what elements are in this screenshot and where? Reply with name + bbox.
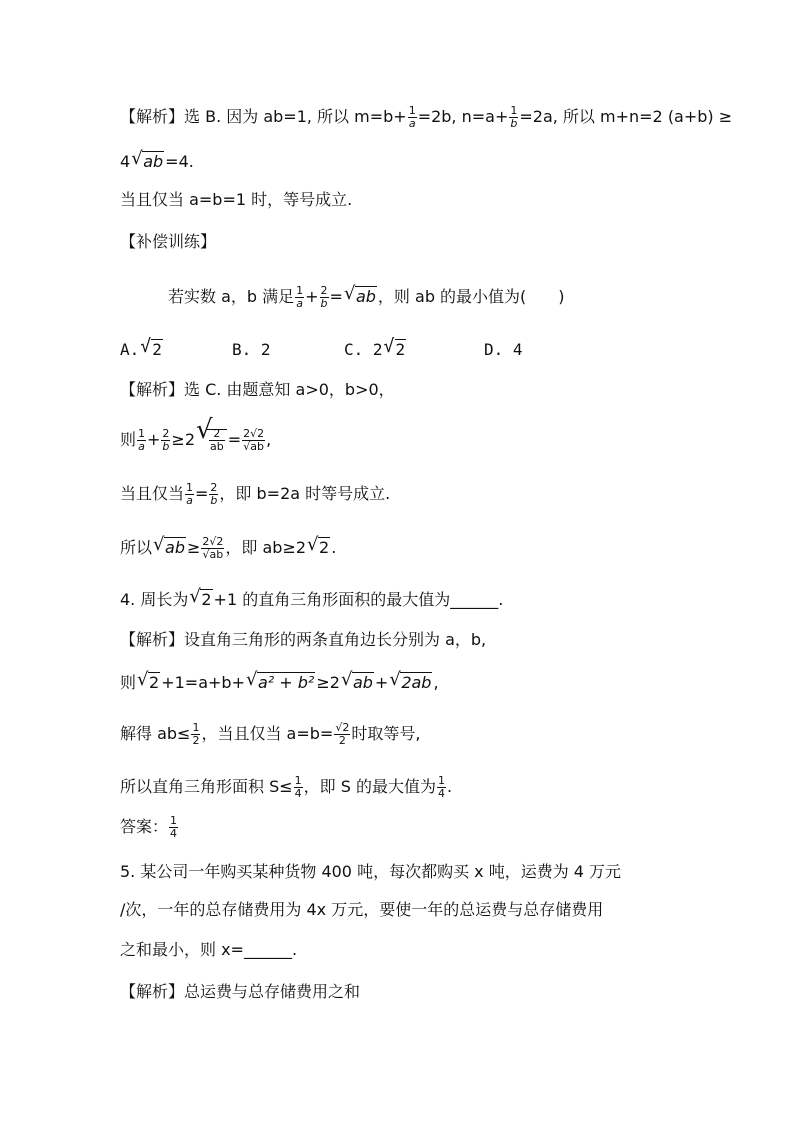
option-b: B. 2: [232, 340, 271, 359]
text: ≥2: [171, 430, 196, 449]
text: +1=a+b+: [161, 673, 245, 692]
question-4: [120, 586, 504, 610]
radical-icon: √: [189, 586, 201, 607]
option-d: D. 4: [484, 340, 523, 359]
text: 则: [120, 673, 137, 692]
question-5-line-3: 之和最小，则 x=______.: [120, 940, 298, 959]
denominator: a: [186, 494, 193, 507]
radical-icon: √: [196, 415, 213, 445]
text: +: [374, 673, 389, 692]
radicand: a² + b²: [257, 673, 315, 692]
fraction: [209, 482, 218, 507]
question-5-line-1: 5. 某公司一年购买某种货物 400 吨，每次都购买 x 吨，运费为 4 万元: [120, 862, 622, 881]
text: =: [329, 287, 343, 306]
numerator: 1: [294, 774, 302, 787]
radical-icon: √: [140, 336, 152, 357]
radicand: ab: [143, 152, 164, 171]
fraction: [437, 775, 446, 800]
solution-line-2: [120, 148, 194, 172]
radicand: ab: [355, 287, 376, 306]
text: 答案：: [120, 817, 169, 836]
denominator: a: [408, 117, 416, 130]
fraction: [295, 285, 304, 310]
radicand: ab: [165, 538, 185, 557]
denominator: b: [210, 494, 218, 507]
solution-2-line-1: 【解析】选 C. 由题意知 a>0，b>0，: [120, 380, 395, 399]
text: ，即 b=2a 时等号成立.: [219, 484, 391, 503]
numerator: 1: [192, 721, 200, 734]
radicand: 2ab: [401, 673, 432, 692]
radicand: ab: [352, 673, 373, 692]
text: C. 2: [344, 340, 383, 359]
text: =2b, n=a+: [417, 107, 509, 126]
fraction: [161, 428, 170, 453]
square-root: [196, 415, 227, 453]
denominator: √ab: [202, 548, 224, 561]
fraction: [294, 775, 303, 800]
square-root: [383, 336, 407, 360]
text: ，即 ab≥2: [225, 538, 307, 557]
denominator: b: [320, 297, 328, 310]
solution-4-line-4: [120, 775, 452, 800]
numerator: 1: [438, 774, 445, 787]
text: 则: [120, 430, 137, 449]
text: 【解析】选 B. 因为 ab=1, 所以 m=b+: [120, 107, 407, 126]
numerator: 1: [296, 284, 304, 297]
radical-icon: √: [343, 283, 356, 304]
radical-icon: √: [307, 534, 319, 555]
text: +: [147, 430, 161, 449]
solution-2-line-4: [120, 536, 336, 561]
radical-icon: √: [383, 336, 395, 357]
numerator: 2: [320, 284, 328, 297]
option-c: [344, 336, 407, 360]
numerator: √2: [335, 721, 350, 734]
solution-2-line-3: [120, 482, 390, 507]
text: 4: [120, 152, 131, 171]
practice-question: [168, 285, 565, 310]
radical-icon: √: [131, 148, 143, 169]
square-root: [189, 586, 212, 610]
question-5-line-2: /次，一年的总存储费用为 4x 万元，要使一年的总运费与总存储费用: [120, 900, 604, 919]
solution-4-line-1: 【解析】设直角三角形的两条直角边长分别为 a，b,: [120, 630, 487, 649]
numerator: 1: [510, 104, 518, 117]
denominator: √ab: [243, 440, 265, 453]
text: ≥2: [316, 673, 340, 692]
denominator: b: [510, 117, 518, 130]
text: 若实数 a，b 满足: [168, 287, 295, 306]
text: 解得 ab≤: [120, 724, 191, 743]
fraction: [191, 722, 200, 747]
solution-5-line-1: 【解析】总运费与总存储费用之和: [120, 982, 361, 1001]
option-a: [120, 336, 164, 360]
numerator: 2√2: [243, 427, 265, 440]
text: ，即 S 的最大值为: [303, 777, 436, 796]
text: .: [331, 538, 337, 557]
denominator: 4: [294, 787, 302, 800]
text: =2a, 所以 m+n=2 (a+b) ≥: [519, 107, 733, 126]
fraction: [169, 815, 178, 840]
radicand: 2: [201, 590, 212, 609]
square-root: [140, 336, 163, 360]
fraction: [185, 482, 194, 507]
denominator: 2: [192, 734, 200, 747]
fraction: [408, 105, 417, 130]
solution-4-line-3: [120, 722, 420, 747]
square-root: [131, 148, 164, 172]
text: 所以: [120, 538, 153, 557]
solution-line-1: [120, 105, 732, 130]
denominator: 4: [170, 827, 178, 840]
fraction: [320, 285, 329, 310]
denominator: a: [138, 440, 145, 453]
radical-icon: √: [389, 669, 401, 690]
numerator: 1: [170, 814, 178, 827]
text: ，当且仅当 a=b=: [201, 724, 334, 743]
numerator: 1: [408, 104, 416, 117]
text: ,: [433, 673, 439, 692]
numerator: 2: [210, 481, 218, 494]
text: ，则 ab 的最小值为( ): [377, 287, 565, 306]
square-root: [340, 669, 374, 693]
fraction: [334, 722, 350, 747]
denominator: ab: [210, 440, 224, 453]
denominator: a: [296, 297, 304, 310]
text: 4. 周长为: [120, 590, 189, 609]
radicand: 2: [395, 340, 406, 359]
radicand: 2: [152, 340, 162, 359]
section-heading: 【补偿训练】: [120, 232, 217, 251]
solution-4-line-2: [120, 669, 439, 693]
fraction: [509, 105, 518, 130]
radicand: 2: [319, 538, 330, 557]
denominator: 2: [338, 734, 346, 747]
text: =4.: [165, 152, 194, 171]
square-root: [307, 534, 330, 558]
denominator: 4: [438, 787, 445, 800]
answer-4: [120, 815, 179, 840]
square-root: [153, 534, 186, 558]
radical-icon: √: [245, 669, 258, 690]
numerator: 2: [209, 428, 225, 441]
radicand: 2: [149, 673, 160, 692]
text: +1 的直角三角形面积的最大值为______.: [213, 590, 504, 609]
text: =: [227, 430, 242, 449]
square-root: [245, 669, 315, 693]
numerator: 1: [186, 481, 194, 494]
numerator: 2: [162, 427, 170, 440]
solution-line-3: 当且仅当 a=b=1 时，等号成立.: [120, 190, 353, 209]
text: ,: [266, 430, 272, 449]
radical-icon: √: [340, 669, 353, 690]
square-root: [389, 669, 432, 693]
radical-icon: √: [153, 534, 165, 555]
fraction: [201, 536, 224, 561]
fraction: [137, 428, 146, 453]
denominator: b: [162, 440, 170, 453]
text: 所以直角三角形面积 S≤: [120, 777, 293, 796]
numerator: 1: [138, 427, 146, 440]
text: 时取等号,: [351, 724, 421, 743]
square-root: [343, 283, 377, 307]
fraction: [242, 428, 265, 453]
text: ≥: [186, 538, 201, 557]
text: +: [305, 287, 319, 306]
radical-icon: √: [137, 669, 149, 690]
text: .: [447, 777, 453, 796]
solution-2-line-2: [120, 415, 272, 453]
numerator: 2√2: [202, 535, 224, 548]
square-root: [137, 669, 160, 693]
text: =: [195, 484, 209, 503]
text: 当且仅当: [120, 484, 185, 503]
text: A.: [120, 340, 140, 359]
